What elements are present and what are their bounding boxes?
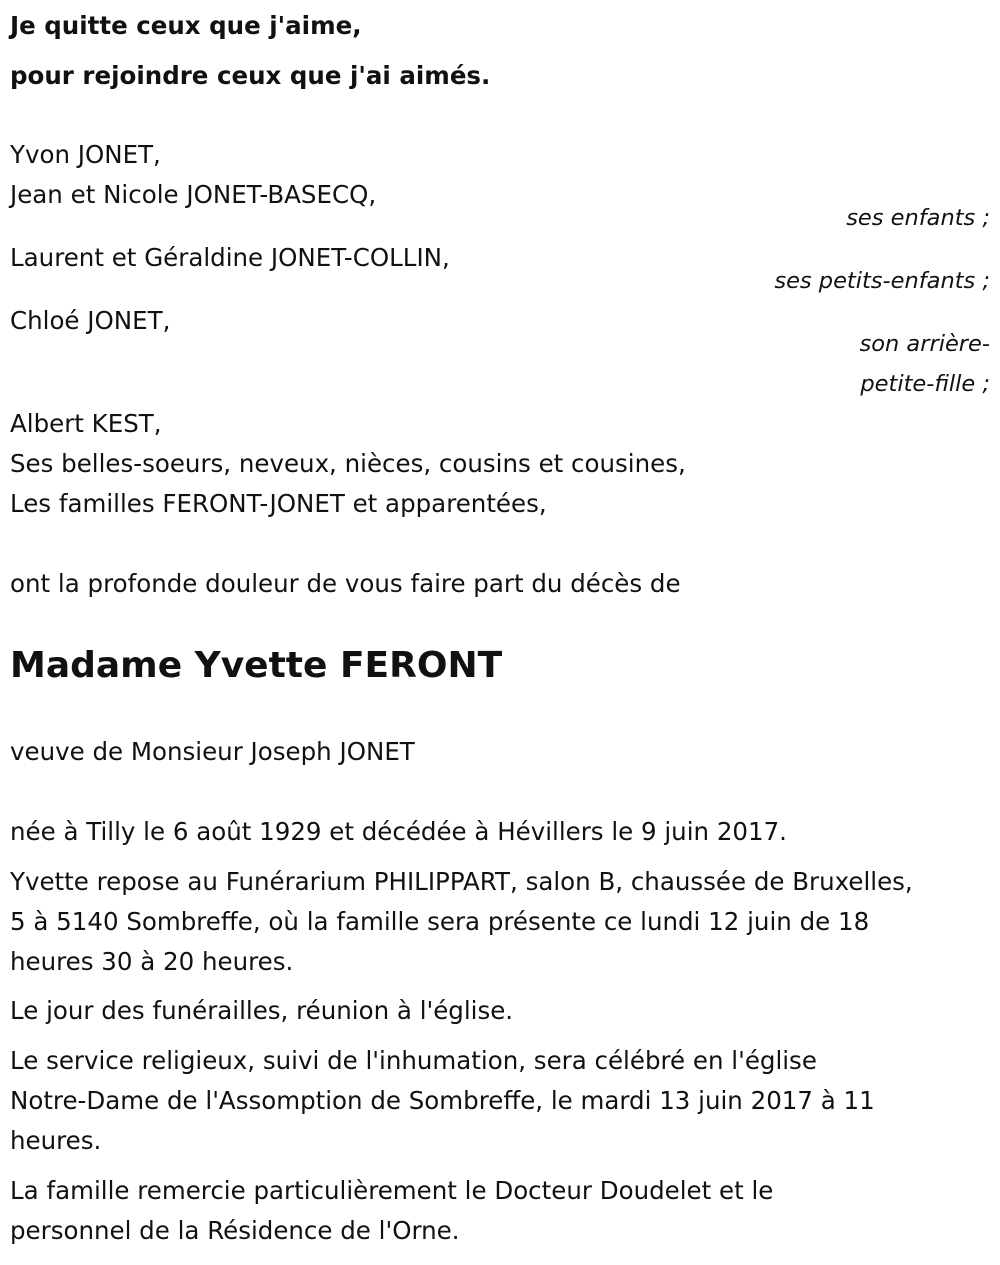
rests-line-1: Yvette repose au Funérarium PHILIPPART, salon B, chaussée de Bruxelles, (10, 867, 913, 896)
family-child-1: Yvon JONET, (10, 140, 161, 169)
thanks-line-2: personnel de la Résidence de l'Orne. (10, 1216, 460, 1245)
grandchildren-role: ses petits-enfants ; (774, 268, 990, 294)
widow-of-text: veuve de Monsieur Joseph JONET (10, 737, 415, 766)
epigraph-line-2: pour rejoindre ceux que j'ai aimés. (10, 61, 491, 90)
service-line-3: heures. (10, 1126, 102, 1155)
great-grandchild-role-line-2: petite-fille ; (860, 371, 990, 397)
family-other-2: Ses belles-soeurs, neveux, nièces, cousins et cousines, (10, 449, 686, 478)
children-role: ses enfants ; (846, 205, 990, 231)
family-other-3: Les familles FERONT-JONET et apparentées, (10, 489, 547, 518)
family-great-grandchild: Chloé JONET, (10, 306, 171, 335)
service-line-1: Le service religieux, suivi de l'inhumation, sera célébré en l'église (10, 1046, 817, 1075)
family-child-2: Jean et Nicole JONET-BASECQ, (10, 180, 377, 209)
epigraph-line-1: Je quitte ceux que j'aime, (10, 11, 362, 40)
thanks-line-1: La famille remercie particulièrement le Docteur Doudelet et le (10, 1176, 774, 1205)
funeral-day-text: Le jour des funérailles, réunion à l'église. (10, 996, 514, 1025)
rests-line-2: 5 à 5140 Sombreffe, où la famille sera présente ce lundi 12 juin de 18 (10, 907, 870, 936)
rests-line-3: heures 30 à 20 heures. (10, 947, 294, 976)
family-other-1: Albert KEST, (10, 409, 162, 438)
birth-death-text: née à Tilly le 6 août 1929 et décédée à Hévillers le 9 juin 2017. (10, 817, 787, 846)
announcement-text: ont la profonde douleur de vous faire part du décès de (10, 569, 681, 598)
service-line-2: Notre-Dame de l'Assomption de Sombreffe, le mardi 13 juin 2017 à 11 (10, 1086, 875, 1115)
deceased-name: Madame Yvette FERONT (10, 645, 503, 686)
great-grandchild-role-line-1: son arrière- (859, 331, 990, 357)
family-grandchildren: Laurent et Géraldine JONET-COLLIN, (10, 243, 450, 272)
